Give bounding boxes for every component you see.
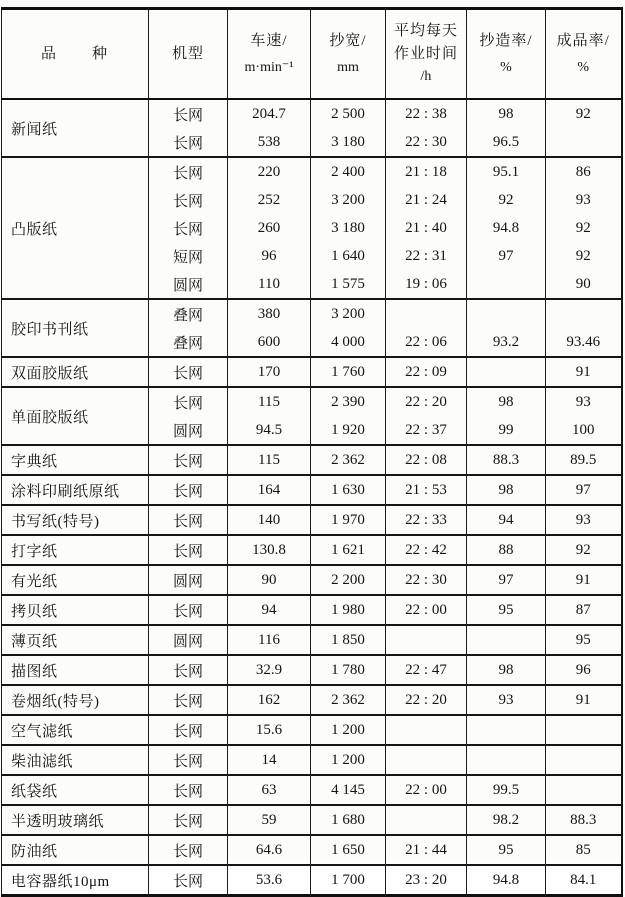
cell-width: 1 780 [311,655,386,685]
cell-speed: 90 [228,565,311,595]
cell-time: 21 : 53 [386,475,467,505]
cell-time: 22 : 20 [386,685,467,715]
cell-width: 2 362 [311,685,386,715]
cell-variety: 描图纸 [2,655,149,685]
cell-rate: 88.3 [467,445,546,475]
col-header-finished-yield [546,9,622,100]
col-header-yield-line1: 成品率/ [556,32,610,49]
cell-rate: 94.8 [467,214,546,242]
cell-time: 22 : 00 [386,595,467,625]
cell-machine: 圆网 [149,625,228,655]
cell-speed: 15.6 [228,715,311,745]
cell-time: 21 : 40 [386,214,467,242]
cell-speed: 116 [228,625,311,655]
cell-machine: 短网 [149,242,228,270]
cell-rate: 99.5 [467,775,546,805]
cell-rate [467,745,546,775]
cell-width: 3 180 [311,214,386,242]
cell-rate: 99 [467,416,546,445]
cell-yield [546,715,622,745]
table-row [2,595,622,625]
cell-rate: 96.5 [467,128,546,157]
cell-machine: 长网 [149,865,228,896]
cell-speed: 600 [228,328,311,357]
cell-width: 1 200 [311,745,386,775]
cell-machine: 叠网 [149,328,228,357]
table-row [2,745,622,775]
cell-variety: 空气滤纸 [2,715,149,745]
cell-machine: 长网 [149,775,228,805]
cell-yield [546,745,622,775]
cell-width: 1 700 [311,865,386,896]
cell-yield: 84.1 [546,865,622,896]
cell-variety: 卷烟纸(特号) [2,685,149,715]
cell-rate: 95 [467,595,546,625]
paper-machine-spec-table [1,7,623,897]
col-header-operating-time [386,9,467,100]
cell-yield: 93 [546,186,622,214]
cell-yield: 92 [546,242,622,270]
cell-speed: 538 [228,128,311,157]
cell-time: 22 : 37 [386,416,467,445]
col-header-machine-label: 机型 [171,45,204,62]
cell-time: 22 : 31 [386,242,467,270]
cell-speed: 204.7 [228,99,311,128]
cell-variety: 涂料印刷纸原纸 [2,475,149,505]
cell-machine: 叠网 [149,299,228,328]
cell-width: 1 920 [311,416,386,445]
cell-yield [546,299,622,328]
table-row [2,865,622,896]
cell-time [386,625,467,655]
cell-time: 21 : 44 [386,835,467,865]
cell-rate: 98.2 [467,805,546,835]
header-row [2,9,622,100]
col-header-width-line1: 抄宽/ [329,32,367,49]
cell-rate [467,357,546,387]
cell-variety: 胶印书刊纸 [2,299,149,357]
cell-machine: 长网 [149,387,228,416]
cell-yield: 92 [546,535,622,565]
cell-machine: 长网 [149,357,228,387]
cell-speed: 64.6 [228,835,311,865]
cell-rate: 92 [467,186,546,214]
cell-machine: 长网 [149,745,228,775]
cell-machine: 长网 [149,475,228,505]
cell-variety: 新闻纸 [2,99,149,157]
col-header-speed-line1: 车速/ [250,32,288,49]
cell-width: 1 630 [311,475,386,505]
cell-speed: 14 [228,745,311,775]
cell-yield: 100 [546,416,622,445]
cell-machine: 圆网 [149,565,228,595]
cell-rate [467,625,546,655]
cell-machine: 长网 [149,99,228,128]
cell-time: 22 : 09 [386,357,467,387]
cell-speed: 63 [228,775,311,805]
table-row [2,157,622,186]
cell-yield: 89.5 [546,445,622,475]
cell-width: 2 400 [311,157,386,186]
cell-machine: 长网 [149,715,228,745]
cell-machine: 长网 [149,595,228,625]
cell-variety: 防油纸 [2,835,149,865]
cell-time: 22 : 20 [386,387,467,416]
cell-width: 1 650 [311,835,386,865]
table-row [2,445,622,475]
cell-yield: 93.46 [546,328,622,357]
cell-variety: 有光纸 [2,565,149,595]
cell-variety: 薄页纸 [2,625,149,655]
cell-yield: 91 [546,685,622,715]
cell-yield: 96 [546,655,622,685]
col-header-width [311,9,386,100]
cell-speed: 140 [228,505,311,535]
cell-rate: 97 [467,565,546,595]
cell-time: 21 : 24 [386,186,467,214]
cell-time [386,715,467,745]
col-header-machine-type [149,9,228,100]
cell-rate: 98 [467,655,546,685]
col-header-yield-unit: % [577,59,590,75]
cell-width: 1 200 [311,715,386,745]
cell-width: 3 180 [311,128,386,157]
cell-variety: 凸版纸 [2,157,149,299]
table-body [2,99,622,896]
cell-machine: 圆网 [149,416,228,445]
cell-time: 22 : 33 [386,505,467,535]
table-row [2,565,622,595]
cell-width: 3 200 [311,186,386,214]
cell-width: 1 621 [311,535,386,565]
cell-width: 1 575 [311,270,386,299]
col-header-speed-unit: m·min⁻¹ [244,59,294,75]
cell-speed: 252 [228,186,311,214]
cell-variety: 书写纸(特号) [2,505,149,535]
cell-speed: 170 [228,357,311,387]
cell-yield: 88.3 [546,805,622,835]
cell-width: 1 680 [311,805,386,835]
cell-speed: 130.8 [228,535,311,565]
cell-machine: 长网 [149,685,228,715]
cell-variety: 双面胶版纸 [2,357,149,387]
cell-speed: 162 [228,685,311,715]
cell-yield [546,775,622,805]
cell-variety: 打字纸 [2,535,149,565]
table-row [2,387,622,416]
cell-rate: 94.8 [467,865,546,896]
cell-yield: 93 [546,505,622,535]
cell-yield [546,128,622,157]
cell-time: 22 : 38 [386,99,467,128]
cell-speed: 96 [228,242,311,270]
cell-rate [467,715,546,745]
cell-time: 22 : 06 [386,328,467,357]
cell-width: 1 760 [311,357,386,387]
cell-width: 2 500 [311,99,386,128]
cell-rate: 97 [467,242,546,270]
table-row [2,505,622,535]
cell-machine: 长网 [149,655,228,685]
cell-time: 23 : 20 [386,865,467,896]
cell-rate: 93.2 [467,328,546,357]
cell-time: 22 : 00 [386,775,467,805]
cell-width: 4 000 [311,328,386,357]
cell-machine: 长网 [149,505,228,535]
cell-width: 3 200 [311,299,386,328]
cell-time: 22 : 47 [386,655,467,685]
col-header-variety-label: 品 种 [40,45,109,62]
cell-rate [467,270,546,299]
cell-width: 4 145 [311,775,386,805]
table-row [2,357,622,387]
cell-rate: 88 [467,535,546,565]
table-row [2,299,622,328]
cell-time [386,745,467,775]
cell-machine: 长网 [149,805,228,835]
cell-speed: 115 [228,387,311,416]
cell-yield: 91 [546,357,622,387]
cell-rate: 94 [467,505,546,535]
table-row [2,775,622,805]
cell-width: 2 362 [311,445,386,475]
cell-time [386,805,467,835]
table-row [2,715,622,745]
cell-time: 22 : 08 [386,445,467,475]
col-header-papermaking-rate [467,9,546,100]
col-header-width-unit: mm [337,59,359,75]
cell-speed: 53.6 [228,865,311,896]
cell-time: 21 : 18 [386,157,467,186]
cell-time: 19 : 06 [386,270,467,299]
cell-speed: 260 [228,214,311,242]
cell-time: 22 : 42 [386,535,467,565]
cell-yield: 91 [546,565,622,595]
cell-rate: 93 [467,685,546,715]
cell-yield: 93 [546,387,622,416]
col-header-time-line1: 平均每天 [393,22,458,39]
cell-variety: 柴油滤纸 [2,745,149,775]
cell-rate [467,299,546,328]
cell-machine: 长网 [149,186,228,214]
cell-variety: 单面胶版纸 [2,387,149,445]
cell-width: 1 980 [311,595,386,625]
cell-machine: 长网 [149,835,228,865]
col-header-rate-line1: 抄造率/ [479,32,533,49]
table-row [2,685,622,715]
col-header-variety [2,9,149,100]
cell-machine: 圆网 [149,270,228,299]
cell-rate: 98 [467,99,546,128]
cell-yield: 87 [546,595,622,625]
cell-yield: 95 [546,625,622,655]
cell-variety: 半透明玻璃纸 [2,805,149,835]
cell-yield: 97 [546,475,622,505]
cell-machine: 长网 [149,445,228,475]
cell-time: 22 : 30 [386,565,467,595]
col-header-speed [228,9,311,100]
cell-machine: 长网 [149,128,228,157]
cell-machine: 长网 [149,214,228,242]
table-row [2,535,622,565]
cell-speed: 94 [228,595,311,625]
table-row [2,835,622,865]
cell-yield: 92 [546,214,622,242]
cell-speed: 32.9 [228,655,311,685]
table-row [2,475,622,505]
table-row [2,655,622,685]
cell-machine: 长网 [149,157,228,186]
cell-yield: 86 [546,157,622,186]
col-header-time-unit: /h [420,69,432,85]
cell-speed: 220 [228,157,311,186]
cell-rate: 98 [467,475,546,505]
col-header-time-line2: 作业时间 [393,46,458,63]
cell-variety: 字典纸 [2,445,149,475]
cell-rate: 95 [467,835,546,865]
cell-speed: 94.5 [228,416,311,445]
cell-yield: 90 [546,270,622,299]
cell-speed: 380 [228,299,311,328]
cell-rate: 95.1 [467,157,546,186]
table-row [2,805,622,835]
table-row [2,625,622,655]
cell-time [386,299,467,328]
cell-width: 1 970 [311,505,386,535]
cell-width: 1 640 [311,242,386,270]
cell-variety: 电容器纸10μm [2,865,149,896]
cell-speed: 164 [228,475,311,505]
cell-speed: 115 [228,445,311,475]
cell-yield: 85 [546,835,622,865]
cell-speed: 110 [228,270,311,299]
cell-time: 22 : 30 [386,128,467,157]
cell-width: 1 850 [311,625,386,655]
cell-speed: 59 [228,805,311,835]
cell-machine: 长网 [149,535,228,565]
cell-variety: 纸袋纸 [2,775,149,805]
cell-rate: 98 [467,387,546,416]
cell-width: 2 390 [311,387,386,416]
col-header-rate-unit: % [500,59,512,75]
table-row [2,99,622,128]
table-header [2,9,622,100]
cell-yield: 92 [546,99,622,128]
cell-variety: 拷贝纸 [2,595,149,625]
cell-width: 2 200 [311,565,386,595]
